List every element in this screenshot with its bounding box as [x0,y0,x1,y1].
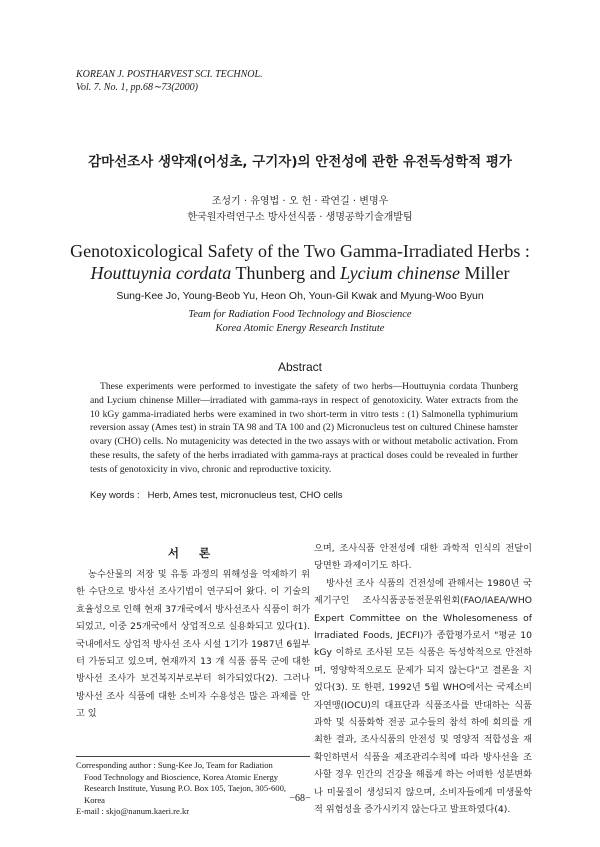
journal-header [76,68,263,94]
affiliation-korean: 한국원자력연구소 방사선식품 · 생명공학기술개발팀 [187,212,413,223]
species-lycium: Lycium chinense [340,263,461,283]
title-part-miller: Miller [460,263,510,283]
title-english-line2 [0,262,600,284]
affiliation-english [0,308,600,336]
abstract-body: These experiments were performed to investigate the safety of two herbs—Houttuynia cordata Thunberg and Lycium chinense Miller—irradiated with gamma-rays in respect of genotoxicity. Water extracts from the 10 kGy gamma-irradiated herbs were examined in two short-term in vitro tests : (1) Salmonella typhimurium reversion assay (Ames test) in strain TA 98 and TA 100 and (2) Micronucleus test on cultured Chinese hamster ovary (CHO) cells. No mutagenicity was detected in the two assays with or without metabolic activation. From these results, the safety of the herbs irradiated with gamma-rays at practical doses could be revealed in further tests of genotoxicity in vivo, chronic and reproductive toxicity. [90,381,518,475]
affiliation-team: Team for Radiation Food Technology and Bioscience [188,309,412,320]
title-korean: 감마선조사 생약재(어성초, 구기자)의 안전성에 관한 유전독성학적 평가 [88,154,512,170]
abstract-heading: Abstract [277,360,322,374]
intro-paragraph-continued: 으며, 조사식품 안전성에 대한 과학적 인식의 전달이 당면한 과제이기도 하다. [314,543,532,572]
journal-name: KOREAN J. POSTHARVEST SCI. TECHNOL. [76,69,263,80]
intro-paragraph-2: 방사선 조사 식품의 건전성에 관해서는 1980년 국제기구인 조사식품공동전문위원회(FAO/IAEA/WHO Expert Committee on the Wholesomeness of Irradiated Foods, JECFI)가 종합평가로서 "평균 10 kGy 이하로 조사된 모든 식품은 독성학적으로 안전하며, 영양학적으로도 문제가 되지 않는다"고 결론을 지었다(3). 또 한편, 1992년 5월 WHO에서는 국제소비자연맹(IOCU)의 대표단과 식품조사를 반대하는 식품과학 및 식품화학 전공 교수들의 참석 하에 회의를 개최한 결과, 조사식품의 안전성 및 영양적 적합성을 재확인하면서 식품을 제조관리수칙에 따라 방사선을 조사할 경우 인간의 건강을 해롭게 하는 어떠한 성분변화나 미물질이 생성되지 않으며, 소비자들에게 미생물학적 위험성을 증가시키지 않는다고 발표하였다(4). [314,577,532,816]
title-part-thunberg: Thunberg and [231,263,341,283]
page-number: −68− [289,793,311,804]
intro-paragraph-1: 농수산물의 저장 및 유통 과정의 위해성을 억제하기 위한 수단으로 방사선 조사기법이 연구되어 왔다. 이 기술의 효율성으로 인해 현재 37개국에서 방사선조사 식품이 허가되었고, 이중 25개국에서 상업적으로 실용화되고 있다(1). 국내에서도 상업적 방사선 조사 시설 1기가 1987년 6월부터 가동되고 있으며, 현재까지 13 개 식품 품목 군에 대한 방사선 조사가 보건복지부로부터 허가되었다(2). 그러나 방사선 조사 식품에 대한 소비자 수용성은 많은 과제를 안고 있 [76,569,310,720]
keywords [90,490,518,501]
footnote-line: Korea [84,794,105,805]
title-english [0,240,600,284]
left-column [76,540,310,723]
keywords-label: Key words : [90,490,140,501]
footnote-line: Food Technology and Bioscience, Korea Atomic Energy [84,771,279,782]
species-houttuynia: Houttuynia cordata [90,263,232,283]
footnote-line: Research Institute, Yusung P.O. Box 105, Taejon, 305-600, [84,783,287,794]
section-heading-introduction: 서 론 [167,546,219,560]
authors-korean: 조성기 · 유영법 · 오 헌 · 곽연길 · 변명우 [211,196,389,207]
footnote-email: E-mail : skjo@nanum.kaeri.re.kr [76,806,190,817]
right-column [314,540,532,819]
keywords-value: Herb, Ames test, micronucleus test, CHO cells [147,490,343,501]
affiliation-institute: Korea Atomic Energy Research Institute [215,323,385,334]
footnote-line: Corresponding author : Sung-Kee Jo, Team for Radiation [76,760,273,770]
corresponding-author-footnote [76,756,310,818]
journal-volume: Vol. 7. No. 1, pp.68∼73(2000) [76,82,198,93]
authors-english: Sung-Kee Jo, Young-Beob Yu, Heon Oh, Youn-Gil Kwak and Myung-Woo Byun [116,290,484,302]
title-english-line1: Genotoxicological Safety of the Two Gamma-Irradiated Herbs : [70,241,530,261]
